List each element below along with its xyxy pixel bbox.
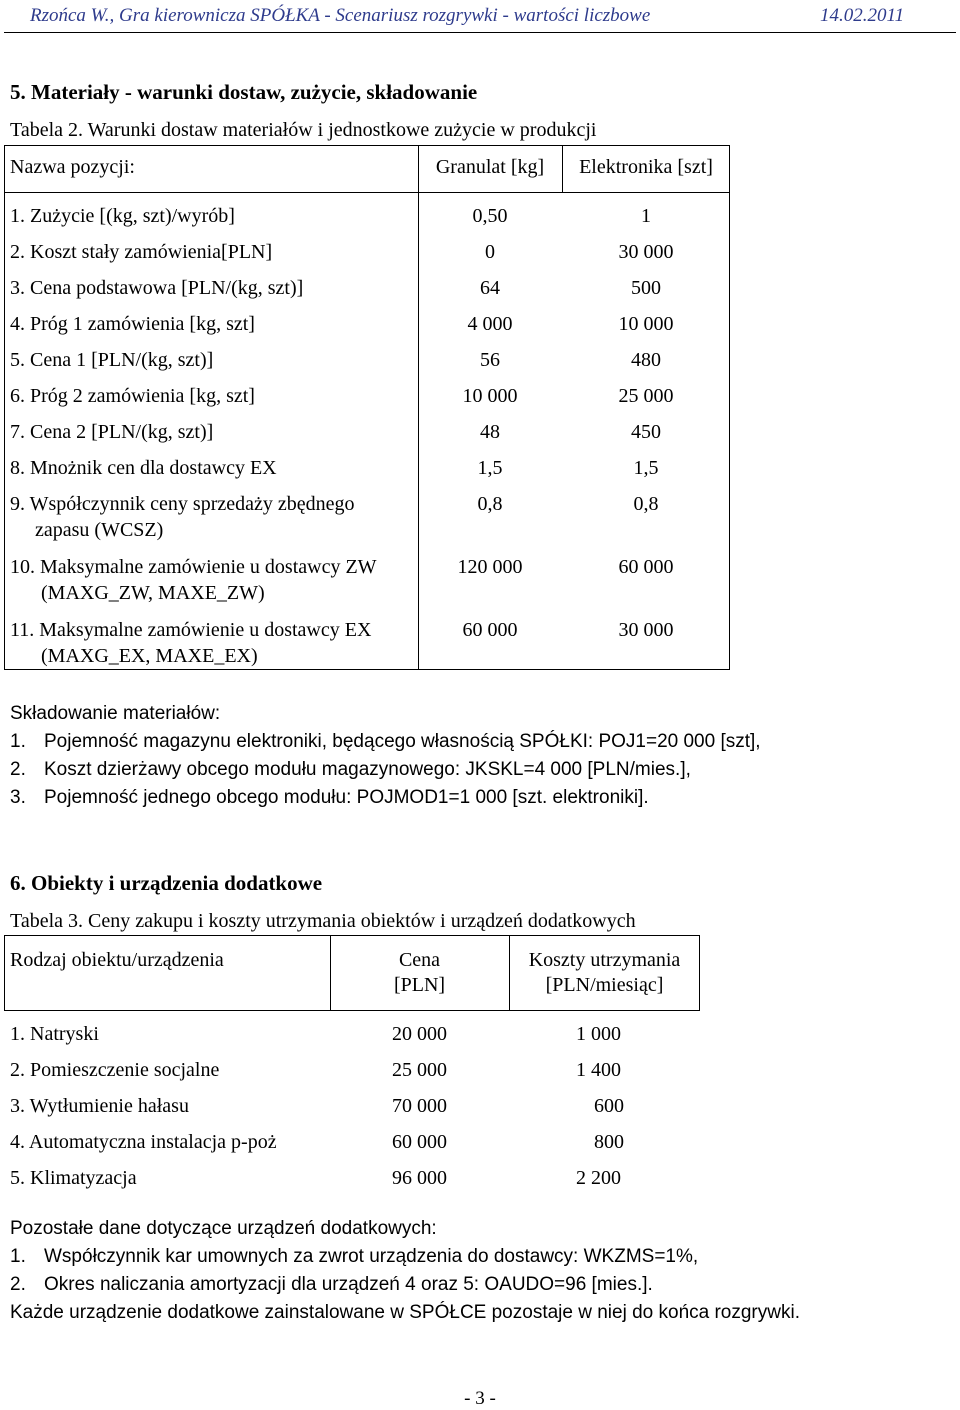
table-cell-price: 96 000	[392, 1167, 447, 1189]
table-row-label: 2. Pomieszczenie socjalne	[10, 1059, 220, 1081]
other-item-num: 1.	[10, 1246, 26, 1267]
table-2-header-border	[4, 192, 730, 193]
header-rule	[4, 32, 956, 33]
table-2-col-granulat: Granulat [kg]	[435, 156, 545, 178]
table-3-caption: Tabela 3. Ceny zakupu i koszty utrzymania obiektów i urządzeń dodatkowych	[10, 910, 636, 932]
header-title: Rzońca W., Gra kierownicza SPÓŁKA - Scenariusz rozgrywki - wartości liczbowe	[30, 5, 651, 26]
page-number: - 3 -	[464, 1388, 496, 1409]
storage-item	[10, 730, 761, 754]
table-cell-granulat: 1,5	[477, 457, 503, 479]
table-cell-cost: 800	[594, 1131, 624, 1153]
table-row-label: 5. Cena 1 [PLN/(kg, szt)]	[10, 349, 214, 371]
section-6-title: 6. Obiekty i urządzenia dodatkowe	[10, 871, 323, 895]
storage-item-text: Pojemność magazynu elektroniki, będącego własnością SPÓŁKI: POJ1=20 000 [szt],	[44, 731, 761, 752]
table-cell-granulat: 60 000	[462, 619, 518, 641]
table-cell-elektronika: 30 000	[618, 241, 674, 263]
table-row-label: 1. Natryski	[10, 1023, 99, 1045]
storage-item-num: 2.	[10, 759, 26, 780]
table-3-left-border	[4, 935, 5, 1010]
table-cell-granulat: 120 000	[457, 556, 523, 578]
table-row-label: 3. Cena podstawowa [PLN/(kg, szt)]	[10, 277, 304, 299]
table-2-top-border	[4, 145, 730, 146]
other-item-num: 2.	[10, 1274, 26, 1295]
table-cell-granulat: 64	[480, 277, 500, 299]
table-cell-cost: 600	[594, 1095, 624, 1117]
table-cell-granulat: 4 000	[467, 313, 513, 335]
table-3-top-border	[4, 935, 700, 936]
table-row-label-cont: (MAXG_EX, MAXE_EX)	[41, 645, 258, 667]
table-row-label: 11. Maksymalne zamówienie u dostawcy EX	[10, 619, 372, 641]
table-row-label: 3. Wytłumienie hałasu	[10, 1095, 189, 1117]
table-3-col-cost: Koszty utrzymania	[528, 949, 681, 971]
table-cell-granulat: 0	[485, 241, 495, 263]
storage-heading: Składowanie materiałów:	[10, 703, 221, 724]
header-date: 14.02.2011	[820, 5, 905, 26]
table-cell-granulat: 48	[480, 421, 500, 443]
table-cell-elektronika: 1,5	[633, 457, 659, 479]
other-item	[10, 1245, 698, 1269]
table-3-col-price: Cena	[398, 949, 441, 971]
table-row-label: 2. Koszt stały zamówienia[PLN]	[10, 241, 273, 263]
table-cell-elektronika: 10 000	[618, 313, 674, 335]
table-3-col-type: Rodzaj obiektu/urządzenia	[10, 949, 224, 971]
table-cell-price: 20 000	[392, 1023, 447, 1045]
storage-item-text: Pojemność jednego obcego modułu: POJMOD1=1 000 [szt. elektroniki].	[44, 787, 649, 808]
storage-item	[10, 758, 691, 782]
table-cell-elektronika: 450	[631, 421, 661, 443]
other-note: Każde urządzenie dodatkowe zainstalowane w SPÓŁCE pozostaje w niej do końca rozgrywki.	[10, 1302, 800, 1323]
storage-item-text: Koszt dzierżawy obcego modułu magazynowego: JKSKL=4 000 [PLN/mies.],	[44, 759, 691, 780]
table-cell-elektronika: 25 000	[618, 385, 674, 407]
table-3	[4, 935, 700, 1195]
storage-item-num: 1.	[10, 731, 26, 752]
table-2-col-name: Nazwa pozycji:	[10, 156, 135, 178]
table-cell-cost: 1 000	[576, 1023, 621, 1045]
storage-item-num: 3.	[10, 787, 26, 808]
section-5-title: 5. Materiały - warunki dostaw, zużycie, składowanie	[10, 80, 478, 104]
table-cell-cost: 1 400	[576, 1059, 621, 1081]
table-row-label: 8. Mnożnik cen dla dostawcy EX	[10, 457, 277, 479]
table-row-label: 7. Cena 2 [PLN/(kg, szt)]	[10, 421, 214, 443]
table-cell-elektronika: 480	[631, 349, 661, 371]
storage-item	[10, 786, 649, 810]
table-cell-elektronika: 500	[631, 277, 661, 299]
table-cell-elektronika: 0,8	[633, 493, 659, 515]
table-2-caption: Tabela 2. Warunki dostaw materiałów i jednostkowe zużycie w produkcji	[10, 119, 597, 141]
table-2-left-border	[4, 145, 5, 669]
table-2	[4, 145, 730, 670]
table-cell-granulat: 56	[480, 349, 500, 371]
table-row-label: 9. Współczynnik ceny sprzedaży zbędnego	[10, 493, 355, 515]
table-row-label-cont: (MAXG_ZW, MAXE_ZW)	[41, 582, 265, 604]
other-item	[10, 1273, 653, 1297]
table-cell-price: 25 000	[392, 1059, 447, 1081]
table-cell-price: 60 000	[392, 1131, 447, 1153]
table-row-label: 4. Automatyczna instalacja p-poż	[10, 1131, 277, 1153]
other-item-text: Okres naliczania amortyzacji dla urządzeń 4 oraz 5: OAUDO=96 [mies.].	[44, 1274, 653, 1295]
table-3-col-price-unit: [PLN]	[393, 974, 446, 996]
table-cell-elektronika: 30 000	[618, 619, 674, 641]
table-cell-elektronika: 60 000	[618, 556, 674, 578]
table-row-label: 5. Klimatyzacja	[10, 1167, 137, 1189]
table-cell-price: 70 000	[392, 1095, 447, 1117]
table-row-label: 10. Maksymalne zamówienie u dostawcy ZW	[10, 556, 377, 578]
table-cell-granulat: 0,50	[472, 205, 508, 227]
table-cell-elektronika: 1	[641, 205, 651, 227]
table-row-label: 4. Próg 1 zamówienia [kg, szt]	[10, 313, 255, 335]
table-3-header-border	[4, 1010, 700, 1011]
table-cell-granulat: 0,8	[477, 493, 503, 515]
table-row-label: 1. Zużycie [(kg, szt)/wyrób]	[10, 205, 235, 227]
table-cell-cost: 2 200	[576, 1167, 621, 1189]
table-3-col-cost-unit: [PLN/miesiąc]	[545, 974, 664, 996]
table-row-label: 6. Próg 2 zamówienia [kg, szt]	[10, 385, 255, 407]
other-heading: Pozostałe dane dotyczące urządzeń dodatkowych:	[10, 1218, 437, 1239]
other-item-text: Współczynnik kar umownych za zwrot urządzenia do dostawcy: WKZMS=1%,	[44, 1246, 699, 1267]
table-2-bottom-border	[4, 669, 730, 670]
table-row-label-cont: zapasu (WCSZ)	[35, 519, 164, 541]
table-2-col-elektronika: Elektronika [szt]	[579, 156, 713, 178]
table-cell-granulat: 10 000	[462, 385, 518, 407]
